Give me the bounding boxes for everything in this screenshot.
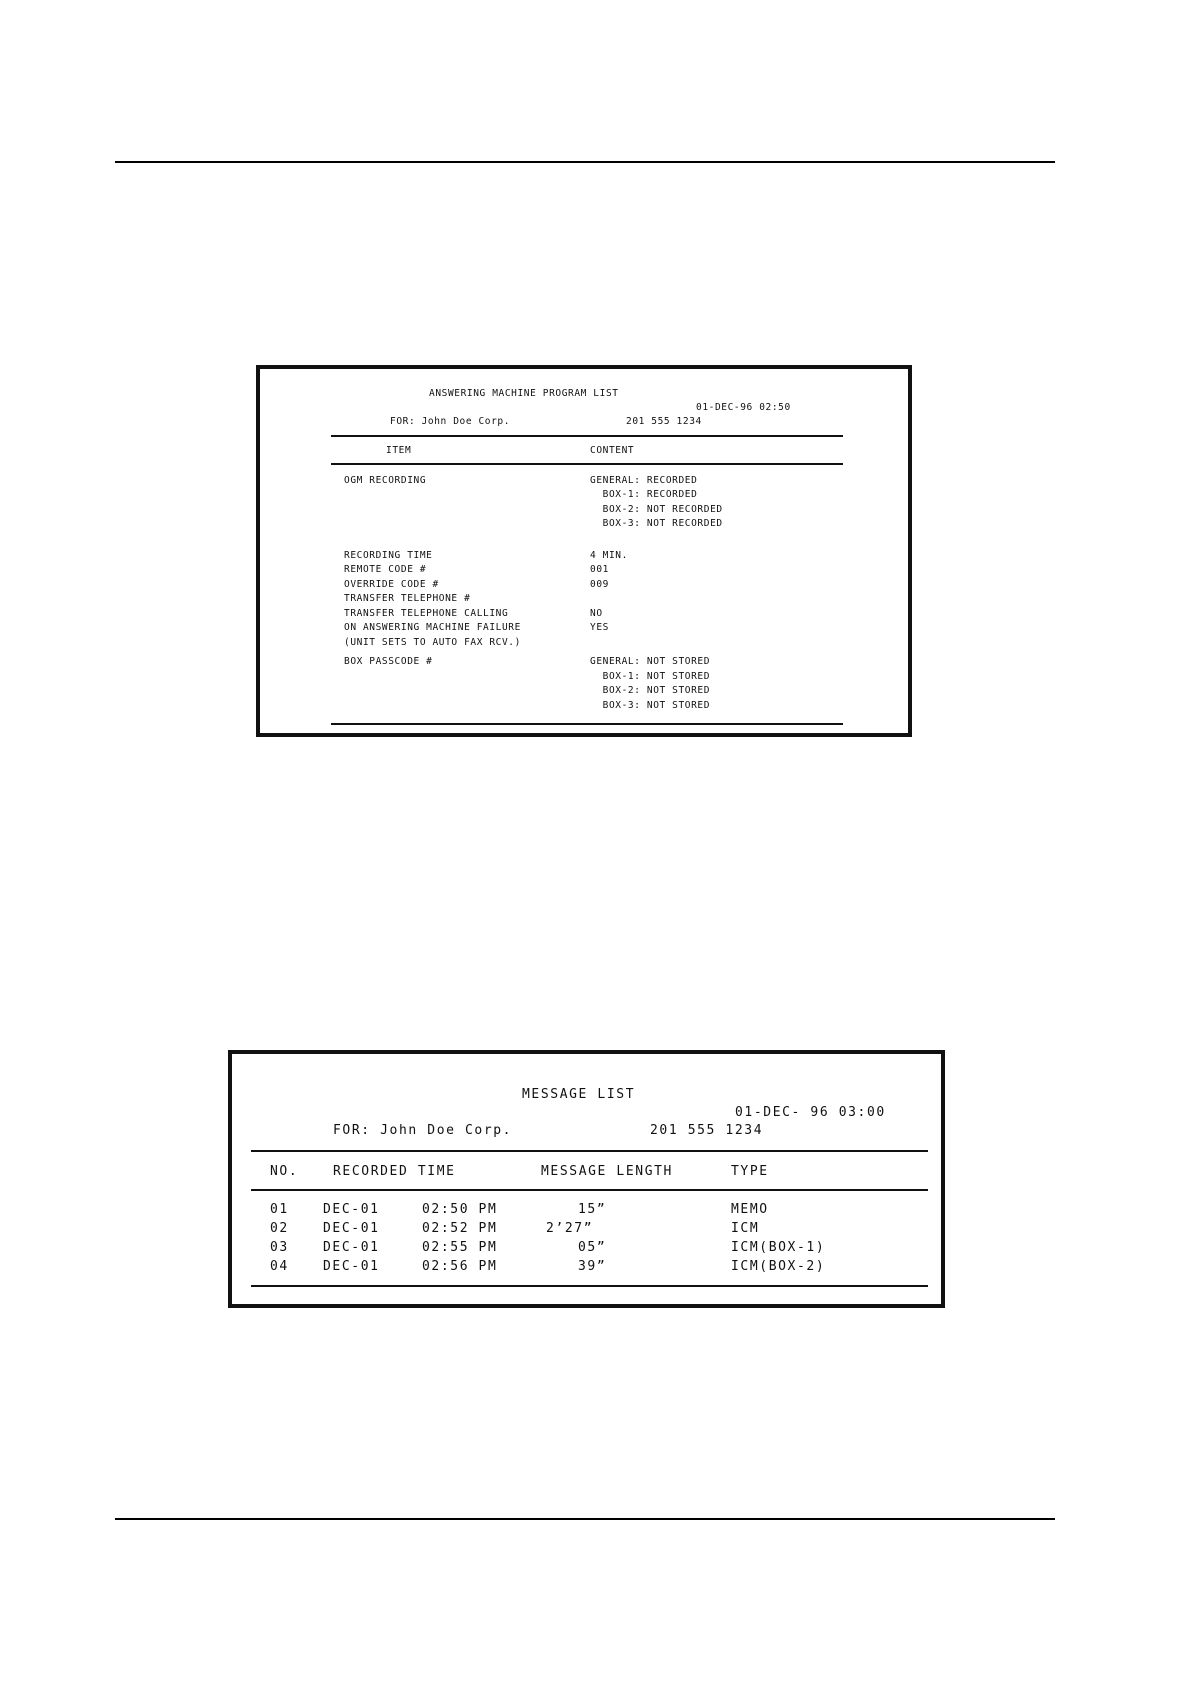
message-no: 03 [270, 1240, 289, 1255]
program-list-rule [331, 463, 843, 465]
program-list-content: GENERAL: RECORDED [590, 475, 698, 486]
program-list-item: ON ANSWERING MACHINE FAILURE [344, 622, 521, 633]
program-list-for-label: FOR: John Doe Corp. [390, 416, 511, 427]
message-list-for-label: FOR: John Doe Corp. [333, 1123, 513, 1138]
program-list-rule [331, 723, 843, 725]
program-list-header-content: CONTENT [590, 445, 635, 456]
program-list-title: ANSWERING MACHINE PROGRAM LIST [429, 388, 619, 399]
program-list-content: 001 [590, 564, 609, 575]
program-list-header-item: ITEM [386, 445, 412, 456]
message-no: 04 [270, 1259, 289, 1274]
program-list-content: 4 MIN. [590, 550, 628, 561]
program-list-content: NO [590, 608, 603, 619]
message-list-rule [251, 1189, 928, 1191]
program-list-content: BOX-3: NOT RECORDED [590, 518, 723, 529]
program-list-content: GENERAL: NOT STORED [590, 656, 711, 667]
program-list-report [256, 365, 912, 737]
program-list-item: (UNIT SETS TO AUTO FAX RCV.) [344, 637, 521, 648]
message-date: DEC-01 [323, 1221, 380, 1236]
message-list-header-message-length: MESSAGE LENGTH [541, 1164, 673, 1179]
program-list-content: 009 [590, 579, 609, 590]
message-length: 2’27” [546, 1221, 594, 1236]
program-list-item: OVERRIDE CODE # [344, 579, 439, 590]
program-list-content: BOX-3: NOT STORED [590, 700, 711, 711]
program-list-rule [331, 435, 843, 437]
message-time: 02:56 PM [422, 1259, 498, 1274]
message-no: 01 [270, 1202, 289, 1217]
program-list-item: BOX PASSCODE # [344, 656, 433, 667]
message-time: 02:50 PM [422, 1202, 498, 1217]
message-no: 02 [270, 1221, 289, 1236]
message-length: 05” [578, 1240, 607, 1255]
program-list-item: TRANSFER TELEPHONE CALLING [344, 608, 509, 619]
message-list-header-no: NO. [270, 1164, 299, 1179]
program-list-phone: 201 555 1234 [626, 416, 702, 427]
message-date: DEC-01 [323, 1202, 380, 1217]
program-list-content: BOX-1: NOT STORED [590, 671, 711, 682]
header-rule [115, 161, 1055, 163]
program-list-content: BOX-2: NOT RECORDED [590, 504, 723, 515]
message-date: DEC-01 [323, 1259, 380, 1274]
message-list-phone: 201 555 1234 [650, 1123, 764, 1138]
message-list-title: MESSAGE LIST [522, 1087, 636, 1102]
message-list-rule [251, 1285, 928, 1287]
message-list-header-recorded-time: RECORDED TIME [333, 1164, 456, 1179]
message-time: 02:55 PM [422, 1240, 498, 1255]
footer-rule [115, 1518, 1055, 1520]
message-type: MEMO [731, 1202, 769, 1217]
message-list-header-type: TYPE [731, 1164, 769, 1179]
message-list-report [228, 1050, 945, 1308]
message-type: ICM(BOX-1) [731, 1240, 826, 1255]
message-type: ICM [731, 1221, 760, 1236]
program-list-content: BOX-1: RECORDED [590, 489, 698, 500]
program-list-datetime: 01-DEC-96 02:50 [696, 402, 791, 413]
program-list-item: TRANSFER TELEPHONE # [344, 593, 471, 604]
message-length: 15” [578, 1202, 607, 1217]
program-list-item: RECORDING TIME [344, 550, 433, 561]
program-list-content: YES [590, 622, 609, 633]
program-list-content: BOX-2: NOT STORED [590, 685, 711, 696]
message-list-datetime: 01-DEC- 96 03:00 [735, 1105, 886, 1120]
message-type: ICM(BOX-2) [731, 1259, 826, 1274]
message-list-rule [251, 1150, 928, 1152]
message-time: 02:52 PM [422, 1221, 498, 1236]
message-length: 39” [578, 1259, 607, 1274]
program-list-item: REMOTE CODE # [344, 564, 427, 575]
message-date: DEC-01 [323, 1240, 380, 1255]
program-list-item: OGM RECORDING [344, 475, 427, 486]
